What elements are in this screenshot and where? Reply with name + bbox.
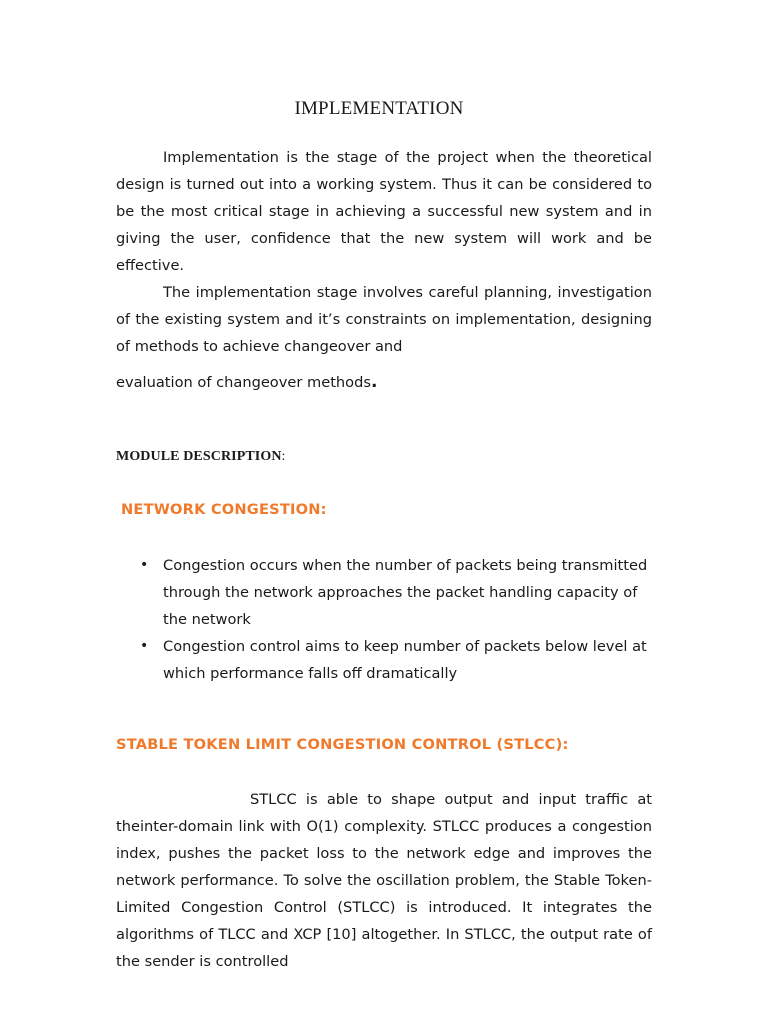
list-item — [116, 552, 656, 633]
intro-paragraph-2-last-line — [116, 369, 377, 396]
stlcc-paragraph-text: STLCC is able to shape output and input traffic at theinter-domain link with O(1) complexity. STLCC produces a congestion index, pushes the packet loss to the network edge and improves the network performance. To solve the oscillation problem, the Stable Token-Limited Congestion Control (STLCC) is introduced. It integrates the algorithms of TLCC and XCP [10] altogether. In STLCC, the output rate of the sender is controlled — [116, 791, 652, 970]
network-congestion-heading: NETWORK CONGESTION: — [121, 501, 327, 518]
intro-paragraph-2-text: The implementation stage involves careful planning, investigation of the existing system and it’s constraints on implementation, designing of methods to achieve changeover and — [116, 284, 652, 355]
bullet-icon: • — [140, 638, 149, 654]
stlcc-paragraph — [116, 786, 652, 975]
bullet-icon: • — [140, 557, 149, 573]
module-description-heading-text: MODULE DESCRIPTION — [116, 449, 282, 464]
module-description-colon: : — [281, 449, 286, 464]
intro-paragraph-2-last-text: evaluation of changeover methods — [116, 374, 371, 391]
list-item-text: Congestion occurs when the number of packets being transmitted through the network approaches the packet handling capacity of the network — [163, 557, 648, 628]
list-item — [116, 633, 656, 687]
network-congestion-bullet-list — [116, 552, 656, 687]
intro-paragraph-1-text: Implementation is the stage of the project when the theoretical design is turned out into a working system. Thus it can be considered to be the most critical stage in achieving a successful new system and in giving the user, confidence that the new system will work and be effective. — [116, 149, 652, 274]
list-item-text: Congestion control aims to keep number of packets below level at which performance falls off dramatically — [163, 638, 647, 682]
intro-paragraph-2-period: . — [370, 372, 378, 392]
stlcc-heading: STABLE TOKEN LIMIT CONGESTION CONTROL (STLCC): — [116, 736, 569, 753]
page-title: IMPLEMENTATION — [294, 98, 464, 119]
intro-paragraph-1 — [116, 144, 652, 279]
module-description-heading — [116, 449, 286, 465]
intro-paragraph-2 — [116, 279, 652, 360]
